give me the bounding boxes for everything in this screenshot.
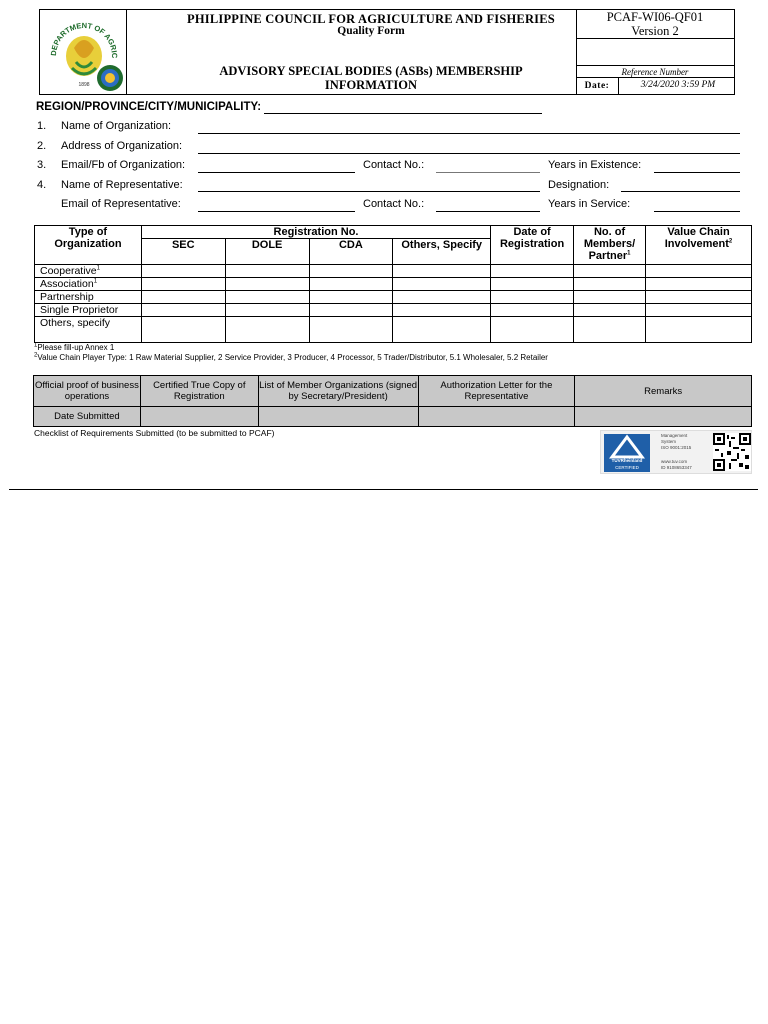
council-title: PHILIPPINE COUNCIL FOR AGRICULTURE AND FISHERIES bbox=[187, 12, 555, 26]
row-label-single-proprietor bbox=[35, 304, 142, 317]
years-existence-field[interactable] bbox=[654, 172, 740, 173]
others-cell[interactable] bbox=[393, 304, 491, 317]
designation-label: Designation: bbox=[548, 179, 610, 191]
req-member-list: List of Member Organizations (signed by Secretary/President) bbox=[258, 376, 418, 407]
others-cell[interactable] bbox=[393, 291, 491, 304]
footnote-1 bbox=[34, 343, 114, 352]
logo-year: 1898 bbox=[78, 82, 90, 88]
item-number: 1. bbox=[37, 120, 47, 132]
doc-version: Version 2 bbox=[631, 24, 679, 38]
org-address-field[interactable] bbox=[198, 153, 740, 154]
value-chain-cell[interactable] bbox=[646, 278, 752, 291]
checklist-note: Checklist of Requirements Submitted (to be submitted to PCAF) bbox=[34, 428, 275, 438]
row-label-text: Partnership bbox=[40, 291, 94, 303]
row-label-text: Single Proprietor bbox=[40, 304, 119, 316]
region-label: REGION/PROVINCE/CITY/MUNICIPALITY: bbox=[36, 101, 262, 113]
type-header-text: Type of Organization bbox=[54, 226, 122, 250]
item-number: 3. bbox=[37, 159, 47, 171]
sec-cell[interactable] bbox=[141, 304, 225, 317]
cert-site: www.tuv.com bbox=[661, 459, 688, 464]
value-chain-cell[interactable] bbox=[646, 291, 752, 304]
row-label-cooperative bbox=[35, 265, 142, 278]
row-sup: 1 bbox=[96, 265, 100, 272]
cda-cell[interactable] bbox=[309, 265, 393, 278]
designation-field[interactable] bbox=[621, 191, 740, 192]
rep-email-field[interactable] bbox=[198, 211, 355, 212]
cert-details bbox=[661, 433, 692, 471]
cert-standard: ISO 9001:2015 bbox=[661, 445, 692, 450]
row-label-text: Others, specify bbox=[40, 317, 111, 329]
reference-number-label: Reference Number bbox=[621, 67, 689, 77]
date-registration-text: Date of Registration bbox=[499, 226, 565, 250]
contact-label: Contact No.: bbox=[363, 159, 425, 171]
reference-number-field[interactable] bbox=[576, 39, 734, 66]
date-value: 3/24/2020 3:59 PM bbox=[640, 80, 716, 90]
date-cell[interactable] bbox=[491, 278, 574, 291]
rep-name-label: Name of Representative: bbox=[61, 179, 183, 191]
sec-cell[interactable] bbox=[141, 317, 225, 343]
members-cell[interactable] bbox=[574, 317, 646, 343]
value-chain-cell[interactable] bbox=[646, 265, 752, 278]
tuv-logo bbox=[604, 434, 650, 472]
value-chain-cell[interactable] bbox=[646, 317, 752, 343]
value-chain-text: Value Chain Involvement bbox=[664, 226, 730, 250]
tuv-certified: CERTIFIED bbox=[615, 465, 639, 470]
form-title-line2: INFORMATION bbox=[324, 78, 418, 92]
row-label-association bbox=[35, 278, 142, 291]
date-registration-header bbox=[491, 226, 574, 265]
dole-cell[interactable] bbox=[225, 317, 309, 343]
others-cell[interactable] bbox=[393, 265, 491, 278]
date-row bbox=[576, 77, 734, 95]
rep-email-label: Email of Representative: bbox=[61, 198, 181, 210]
others-cell[interactable] bbox=[393, 317, 491, 343]
req-registration-copy: Certified True Copy of Registration bbox=[140, 376, 258, 407]
row-label-text: Association bbox=[40, 278, 94, 290]
doc-code: PCAF-WI06-QF01 bbox=[606, 10, 704, 24]
members-cell[interactable] bbox=[574, 291, 646, 304]
row-label-partnership bbox=[35, 291, 142, 304]
doc-code-box bbox=[576, 10, 734, 39]
remarks-cell[interactable] bbox=[575, 407, 752, 427]
org-email-field[interactable] bbox=[198, 172, 355, 173]
value-chain-sup: 2 bbox=[728, 238, 733, 245]
org-name-field[interactable] bbox=[198, 133, 740, 134]
logo-arc-text: DEPARTMENT OF AGRIC bbox=[48, 20, 120, 59]
table-row bbox=[35, 317, 752, 343]
sec-cell[interactable] bbox=[141, 291, 225, 304]
table-row bbox=[35, 291, 752, 304]
row-label-others bbox=[35, 317, 142, 343]
table-row bbox=[35, 278, 752, 291]
years-existence-label: Years in Existence: bbox=[548, 159, 642, 171]
table-row bbox=[35, 304, 752, 317]
dole-cell[interactable] bbox=[225, 265, 309, 278]
region-field[interactable] bbox=[264, 113, 542, 114]
tuv-triangle-icon bbox=[604, 434, 650, 460]
iso-certification-badge bbox=[600, 430, 752, 474]
table-row bbox=[35, 265, 752, 278]
years-service-label: Years in Service: bbox=[548, 198, 631, 210]
footnote-text: Value Chain Player Type: 1 Raw Material Supplier, 2 Service Provider, 3 Producer, 4 Processor, 5 Trader/Distributor, 5.1 Wholesaler, 5.2 Retailer bbox=[37, 353, 548, 362]
members-cell[interactable] bbox=[574, 278, 646, 291]
value-chain-header bbox=[646, 226, 752, 265]
cda-cell[interactable] bbox=[309, 304, 393, 317]
org-name-label: Name of Organization: bbox=[61, 120, 172, 132]
item-number: 2. bbox=[37, 140, 47, 152]
dole-cell[interactable] bbox=[225, 304, 309, 317]
form-header bbox=[39, 9, 735, 95]
row-sup: 1 bbox=[93, 278, 98, 285]
others-header: Others, Specify bbox=[393, 239, 491, 265]
form-title-line1: ADVISORY SPECIAL BODIES (ASBs) MEMBERSHIP bbox=[219, 64, 523, 78]
rep-contact-field[interactable] bbox=[436, 211, 540, 212]
members-sup: 1 bbox=[627, 250, 631, 257]
sec-header: SEC bbox=[141, 239, 225, 265]
cda-header: CDA bbox=[309, 239, 393, 265]
cda-cell[interactable] bbox=[309, 291, 393, 304]
item-number: 4. bbox=[37, 179, 47, 191]
req-remarks: Remarks bbox=[575, 376, 752, 407]
dole-cell[interactable] bbox=[225, 291, 309, 304]
org-address-label: Address of Organization: bbox=[61, 140, 183, 152]
date-submitted-cell[interactable] bbox=[140, 407, 258, 427]
date-submitted-cell[interactable] bbox=[418, 407, 575, 427]
form-title bbox=[166, 64, 576, 92]
date-cell[interactable] bbox=[491, 317, 574, 343]
contact-label: Contact No.: bbox=[363, 198, 425, 210]
members-text: No. of Members/ Partner bbox=[583, 226, 636, 262]
date-submitted-cell[interactable] bbox=[258, 407, 418, 427]
footnote-sup: 1 bbox=[34, 342, 38, 349]
qr-code bbox=[713, 433, 751, 471]
req-authorization-letter: Authorization Letter for the Representative bbox=[418, 376, 575, 407]
dole-header: DOLE bbox=[225, 239, 309, 265]
date-submitted-label: Date Submitted bbox=[34, 407, 141, 427]
dole-cell[interactable] bbox=[225, 278, 309, 291]
footnote-sup: 2 bbox=[34, 352, 38, 359]
organization-type-table bbox=[34, 225, 752, 343]
cert-system-line2: System bbox=[661, 439, 677, 444]
type-header bbox=[35, 226, 142, 265]
registration-header: Registration No. bbox=[141, 226, 490, 239]
others-cell[interactable] bbox=[393, 278, 491, 291]
footnote-text: Please fill-up Annex 1 bbox=[37, 343, 115, 352]
members-cell[interactable] bbox=[574, 304, 646, 317]
logo-seal bbox=[44, 12, 126, 94]
date-cell[interactable] bbox=[491, 265, 574, 278]
tuv-brand: TÜVRheinland bbox=[611, 458, 643, 463]
members-header bbox=[574, 226, 646, 265]
cda-cell[interactable] bbox=[309, 278, 393, 291]
cert-id: ID 9108653347 bbox=[661, 465, 692, 470]
quality-form-label: Quality Form bbox=[337, 25, 405, 37]
cert-system-line1: Management bbox=[661, 433, 688, 438]
value-chain-cell[interactable] bbox=[646, 304, 752, 317]
requirements-checklist-table bbox=[33, 375, 752, 427]
date-cell[interactable] bbox=[491, 304, 574, 317]
row-label-text: Cooperative bbox=[40, 265, 97, 277]
header-divider bbox=[126, 10, 127, 94]
req-business-proof: Official proof of business operations bbox=[34, 376, 141, 407]
years-service-field[interactable] bbox=[654, 211, 740, 212]
page-divider bbox=[9, 489, 758, 490]
sec-cell[interactable] bbox=[141, 278, 225, 291]
date-cell[interactable] bbox=[491, 291, 574, 304]
rep-name-field[interactable] bbox=[198, 191, 540, 192]
cda-cell[interactable] bbox=[309, 317, 393, 343]
footnote-2 bbox=[34, 353, 548, 362]
date-label: Date: bbox=[576, 78, 619, 95]
contact-field[interactable] bbox=[436, 172, 540, 173]
sec-cell[interactable] bbox=[141, 265, 225, 278]
org-email-label: Email/Fb of Organization: bbox=[61, 159, 186, 171]
members-cell[interactable] bbox=[574, 265, 646, 278]
